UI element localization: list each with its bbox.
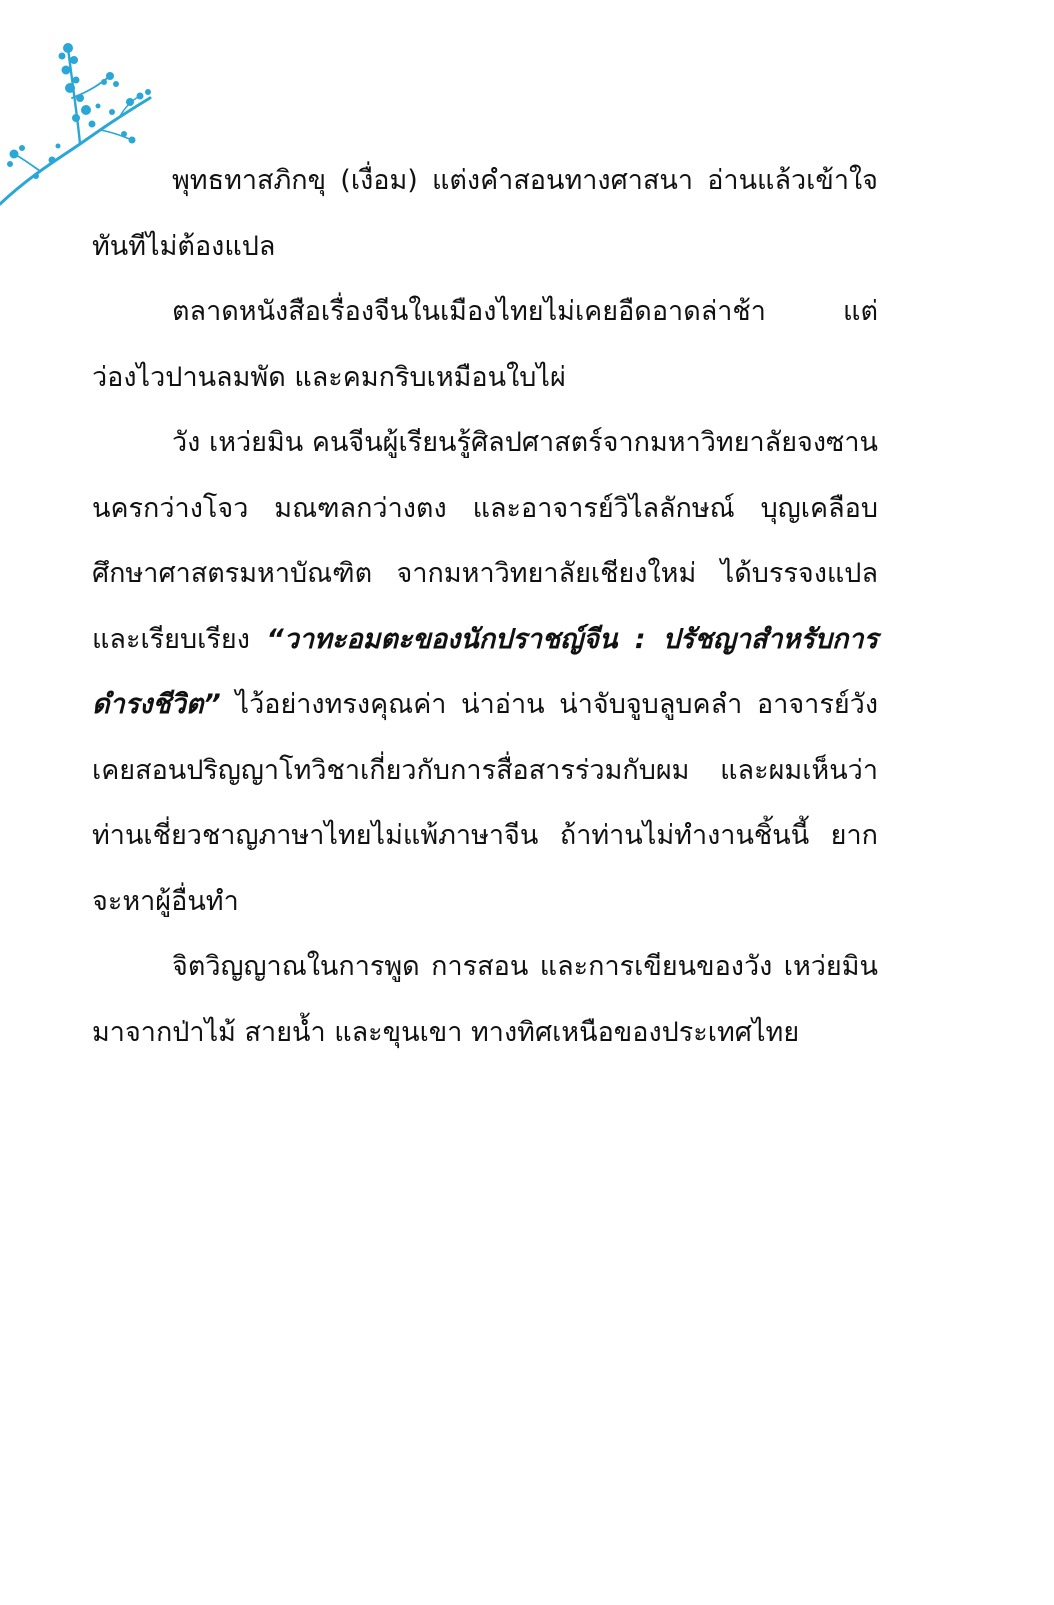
paragraph-4: จิตวิญญาณในการพูด การสอน และการเขียนของวัง เหว่ยมิน มาจากป่าไม้ สายน้ำ และขุนเขา ทางทิศเหนือของประเทศไทย <box>92 951 878 1048</box>
paragraph-3-before: วัง เหว่ยมิน คนจีนผู้เรียนรู้ศิลปศาสตร์จากมหาวิทยาลัยจงซาน นครกว่างโจว มณฑลกว่างตง และอาจารย์วิไลลักษณ์ บุญเคลือบ ศึกษาศาสตรมหาบัณฑิต จากมหาวิทยาลัยเชียงใหม่ ได้บรรจงแปลและเรียบเรียง <box>92 427 878 655</box>
document-body <box>92 148 878 1065</box>
paragraph-2: ตลาดหนังสือเรื่องจีนในเมืองไทยไม่เคยอืดอาดล่าช้า แต่ว่องไวปานลมพัด และคมกริบเหมือนใบไผ่ <box>92 296 878 393</box>
paragraph-3 <box>92 410 878 934</box>
paragraph-3-after: ไว้อย่างทรงคุณค่า น่าอ่าน น่าจับจูบลูบคลำ อาจารย์วังเคยสอนปริญญาโทวิชาเกี่ยวกับการสื่อสารร่วมกับผม และผมเห็นว่า ท่านเชี่ยวชาญภาษาไทยไม่แพ้ภาษาจีน ถ้าท่านไม่ทำงานชิ้นนี้ ยากจะหาผู้อื่นทำ <box>92 689 878 917</box>
book-title: “วาทะอมตะของนักปราชญ์จีน : ปรัชญาสำหรับการดำรงชีวิต” <box>92 623 878 720</box>
paragraph-1: พุทธทาสภิกขุ (เงื่อม) แต่งคำสอนทางศาสนา อ่านแล้วเข้าใจทันทีไม่ต้องแปล <box>92 165 878 262</box>
